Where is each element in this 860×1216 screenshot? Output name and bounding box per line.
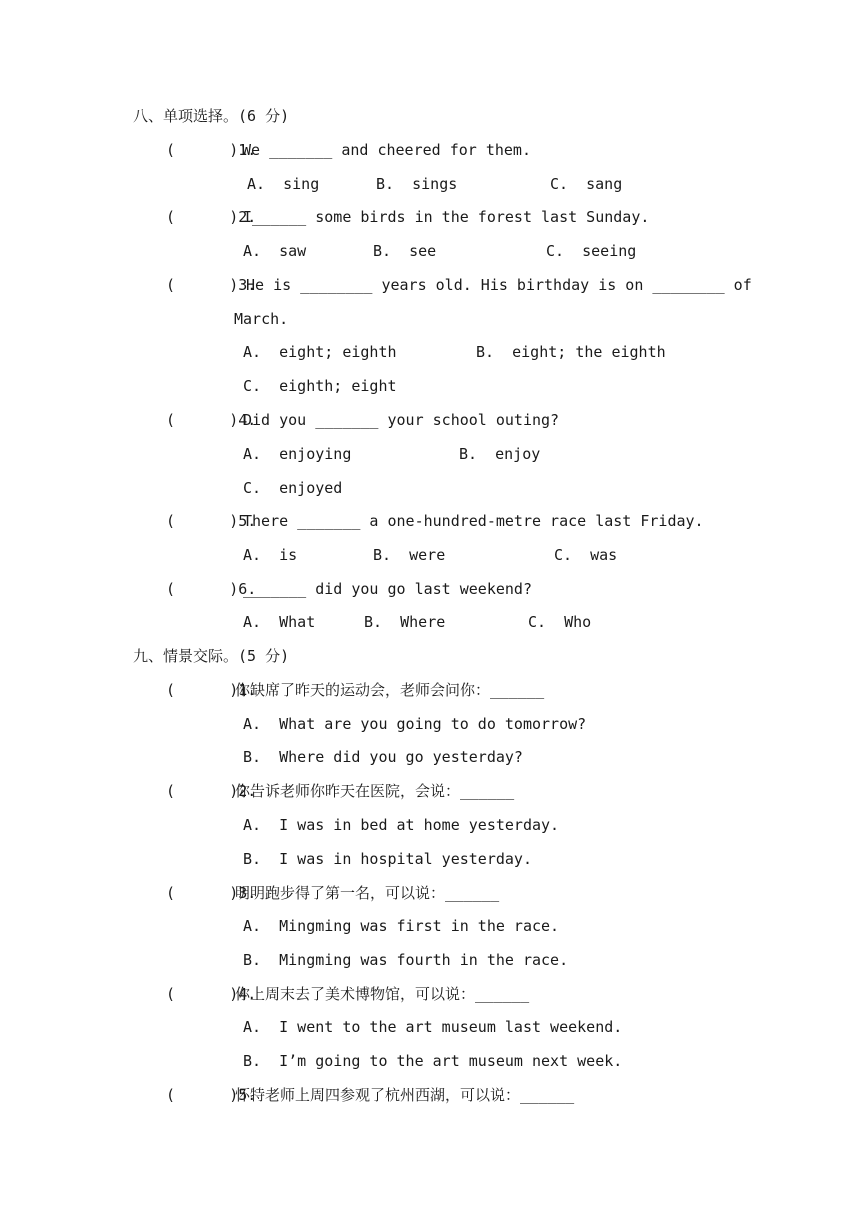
question-number: ( )2. bbox=[166, 782, 257, 800]
question-number: ( )5. bbox=[166, 1086, 257, 1104]
option-c: C. Who bbox=[528, 613, 592, 631]
option-c: C. sang bbox=[550, 175, 623, 193]
question-text: Did you _______ your school outing? bbox=[243, 411, 560, 429]
option-a: A. Mingming was first in the race. bbox=[243, 917, 560, 935]
option-a: A. eight; eighth bbox=[243, 343, 397, 361]
option-a: A. What bbox=[243, 613, 316, 631]
question-number: ( )3. bbox=[166, 276, 257, 294]
question-text: I______ some birds in the forest last Sunday. bbox=[243, 208, 650, 226]
option-b: B. eight; the eighth bbox=[476, 343, 666, 361]
option-a: A. is bbox=[243, 546, 298, 564]
option-a: A. I was in bed at home yesterday. bbox=[243, 816, 560, 834]
question-number: ( )5. bbox=[166, 512, 257, 530]
question-number: ( )6. bbox=[166, 580, 257, 598]
question-text: _______ did you go last weekend? bbox=[243, 580, 532, 598]
question-number: ( )1. bbox=[166, 681, 257, 699]
question-text: 你告诉老师你昨天在医院，会说：______ bbox=[235, 782, 515, 800]
option-a: A. I went to the art museum last weekend. bbox=[243, 1018, 623, 1036]
option-a: A. enjoying bbox=[243, 445, 352, 463]
question-number: ( )1. bbox=[166, 141, 257, 159]
question-number: ( )4. bbox=[166, 985, 257, 1003]
question-text: 你缺席了昨天的运动会，老师会问你：______ bbox=[235, 681, 545, 699]
option-b: B. Mingming was fourth in the race. bbox=[243, 951, 569, 969]
option-a: A. sing bbox=[247, 175, 320, 193]
option-c: C. enjoyed bbox=[243, 479, 343, 497]
section-8-title: 八、单项选择。(6 分) bbox=[133, 107, 290, 125]
option-b: B. I was in hospital yesterday. bbox=[243, 850, 532, 868]
option-b: B. I’m going to the art museum next week. bbox=[243, 1052, 623, 1070]
option-b: B. Where bbox=[364, 613, 446, 631]
option-a: A. saw bbox=[243, 242, 307, 260]
question-number: ( )4. bbox=[166, 411, 257, 429]
question-text: 明明跑步得了第一名，可以说：______ bbox=[235, 884, 500, 902]
question-number: ( )3. bbox=[166, 884, 257, 902]
question-text: 你上周末去了美术博物馆，可以说：______ bbox=[235, 985, 530, 1003]
option-c: C. eighth; eight bbox=[243, 377, 397, 395]
option-b: B. sings bbox=[376, 175, 458, 193]
question-text: There _______ a one-hundred-metre race last Friday. bbox=[243, 512, 704, 530]
option-b: B. were bbox=[373, 546, 446, 564]
question-text: He is ________ years old. His birthday is on ________ of bbox=[246, 276, 752, 294]
question-number: ( )2. bbox=[166, 208, 257, 226]
question-text-continued: March. bbox=[234, 310, 289, 328]
option-a: A. What are you going to do tomorrow? bbox=[243, 715, 587, 733]
option-b: B. see bbox=[373, 242, 437, 260]
section-9-title: 九、情景交际。(5 分) bbox=[133, 647, 290, 665]
option-c: C. seeing bbox=[546, 242, 637, 260]
option-c: C. was bbox=[554, 546, 618, 564]
question-text: 怀特老师上周四参观了杭州西湖，可以说：______ bbox=[235, 1086, 575, 1104]
question-text: We _______ and cheered for them. bbox=[242, 141, 531, 159]
option-b: B. Where did you go yesterday? bbox=[243, 748, 523, 766]
option-b: B. enjoy bbox=[459, 445, 541, 463]
